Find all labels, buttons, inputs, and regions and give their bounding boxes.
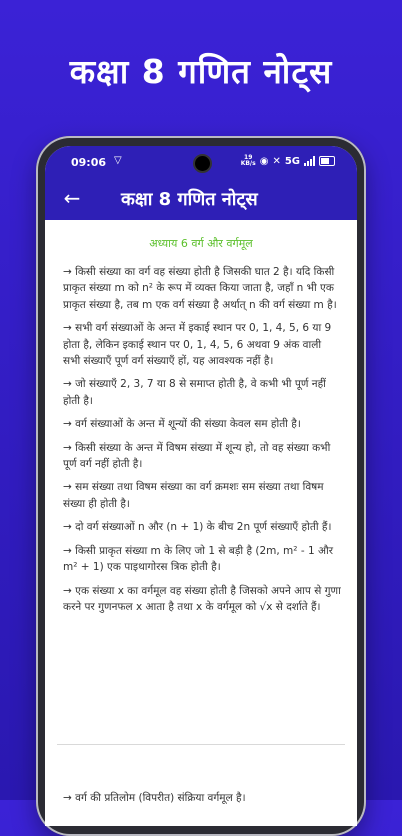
phone-screen bbox=[45, 146, 357, 826]
status-icons bbox=[241, 155, 335, 167]
note-item: → किसी प्राकृत संख्या m के लिए जो 1 से बड़ी है (2m, m² - 1 और m² + 1) एक पाइथागोरस त्रिक होती है। bbox=[63, 544, 334, 574]
mute-icon: ✕ bbox=[272, 155, 281, 167]
promo-title: कक्षा 8 गणित नोट्स bbox=[69, 52, 333, 91]
divider bbox=[57, 744, 345, 745]
note-item: → किसी संख्या का वर्ग वह संख्या होती है जिसकी घात 2 है। यदि किसी प्राकृत संख्या m को n² के रूप में व्यक्त किया जाता है, जहाँ n भी एक प्राकृत संख्या है, तब m एक वर्ग संख्या है अर्थात् n की वर्ग संख्या m है। bbox=[63, 266, 337, 311]
note-item: → सम संख्या तथा विषम संख्या का वर्ग क्रमशः सम संख्या तथा विषम संख्या ही होती है। bbox=[63, 481, 324, 510]
status-bar bbox=[45, 146, 357, 178]
signal-bars-icon bbox=[304, 156, 315, 166]
shield-icon: ▽ bbox=[114, 155, 122, 166]
hotspot-icon: ◉ bbox=[259, 155, 269, 167]
note-item: → जो संख्याएँ 2, 3, 7 या 8 से समाप्त होती है, वे कभी भी पूर्ण नहीं होती है। bbox=[63, 378, 326, 407]
app-bar bbox=[45, 178, 357, 220]
note-item: → एक संख्या x का वर्गमूल वह संख्या होती है जिसको अपने आप से गुणा करने पर गुणनफल x आता है तथा x के वर्गमूल को √x से दर्शाते हैं। bbox=[63, 584, 341, 613]
app-title: कक्षा 8 गणित नोट्स bbox=[121, 189, 258, 210]
status-time: 09:06 bbox=[71, 156, 107, 169]
note-item: → सभी वर्ग संख्याओं के अन्त में इकाई स्थान पर 0, 1, 4, 5, 6 या 9 होता है, लेकिन इकाई स्थान पर 0, 1, 4, 5, 6 अथवा 9 अंक वाली सभी संख्याएँ पूर्ण वर्ग संख्याएँ हों, यह आवश्यक नहीं है। bbox=[63, 322, 332, 368]
notes-list bbox=[63, 264, 341, 622]
note-item: → किसी संख्या के अन्त में विषम संख्या में शून्य हो, तो वह संख्या कभी पूर्ण वर्ग नहीं होती है। bbox=[63, 441, 331, 471]
note-item: → वर्ग की प्रतिलोम (विपरीत) संक्रिया वर्गमूल है। bbox=[63, 792, 246, 804]
note-item: → दो वर्ग संख्याओं n और (n + 1) के बीच 2n पूर्ण संख्याएँ होती हैं। bbox=[63, 521, 332, 534]
camera-cutout bbox=[193, 154, 212, 173]
network-label: 5G bbox=[284, 155, 300, 167]
back-arrow-icon[interactable]: ← bbox=[63, 186, 81, 210]
data-speed: 19 KB/s bbox=[240, 154, 256, 167]
chapter-heading: अध्याय 6 वर्ग और वर्गमूल bbox=[149, 237, 253, 250]
note-item: → वर्ग संख्याओं के अन्त में शून्यों की संख्या केवल सम होती है। bbox=[63, 418, 301, 431]
battery-icon bbox=[319, 156, 335, 166]
